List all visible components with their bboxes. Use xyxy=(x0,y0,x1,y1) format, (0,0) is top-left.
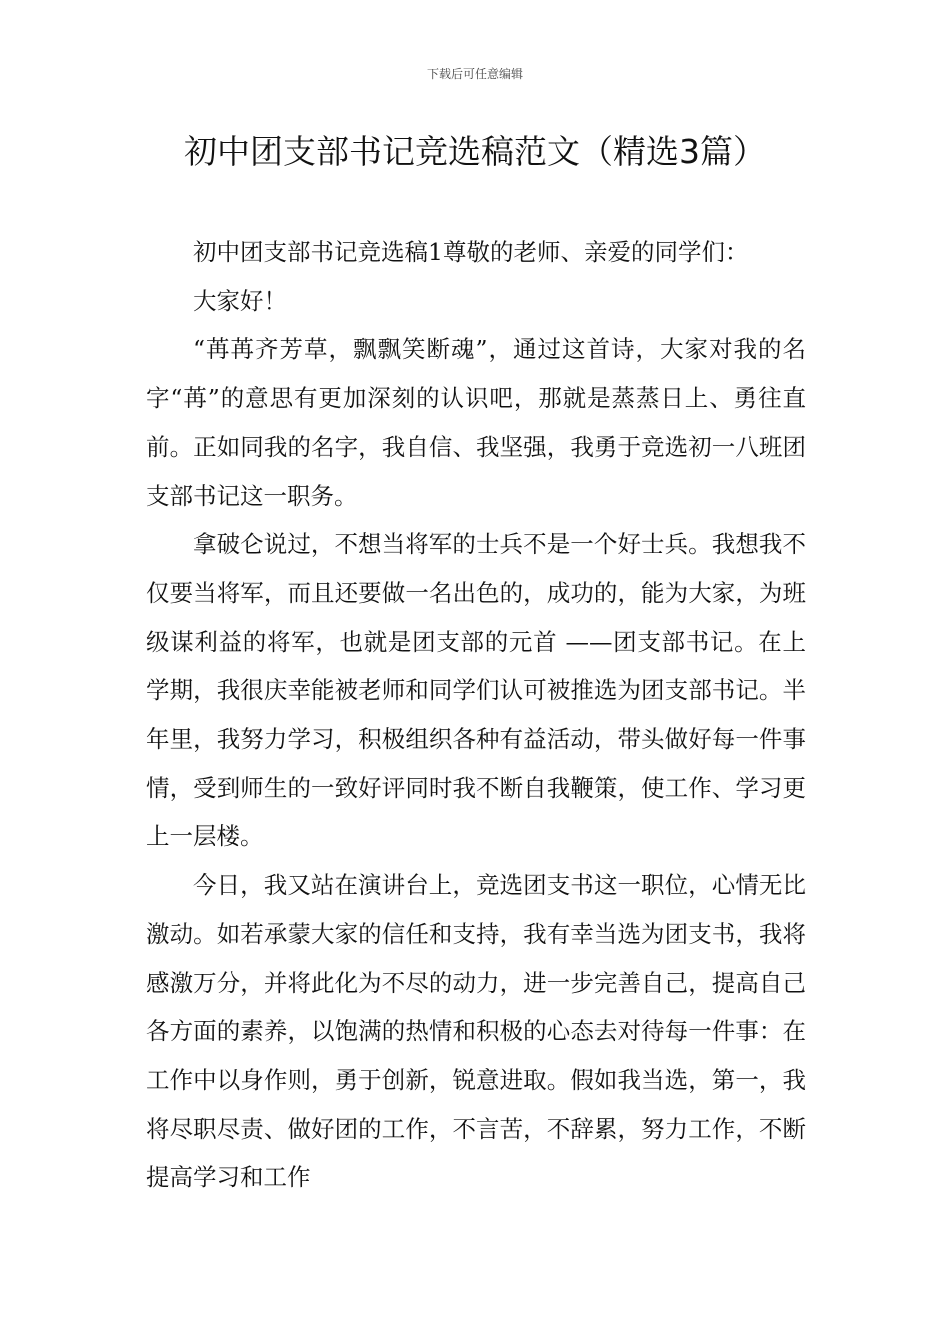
paragraph-greeting: 大家好！ xyxy=(193,286,287,315)
paragraph-name-poem: “苒苒齐芳草，飘飘笑断魂”，通过这首诗，大家对我的名字“苒”的意思有更加深刻的认识吧，那就是蒸蒸日上、勇往直前。正如同我的名字，我自信、我坚强，我勇于竞选初一八班团支部书记这一职务。 xyxy=(146,335,806,510)
header-note: 下载后可任意编辑 xyxy=(426,67,523,81)
document-title: 初中团支部书记竞选稿范文（精选3篇） xyxy=(184,132,766,171)
document-body xyxy=(146,228,806,1202)
paragraph-napoleon: 拿破仑说过，不想当将军的士兵不是一个好士兵。我想我不仅要当将军，而且还要做一名出色的，成功的，能为大家，为班级谋利益的将军，也就是团支部的元首 ——团支部书记。在上学期，我很庆幸能被老师和同学们认可被推选为团支部书记。半年里，我努力学习，积极组织各种有益活动，带头做好每一件事情，受到师生的一致好评同时我不断自我鞭策，使工作、学习更上一层楼。 xyxy=(146,530,806,851)
paragraph-today: 今日，我又站在演讲台上，竞选团支书这一职位，心情无比激动。如若承蒙大家的信任和支持，我有幸当选为团支书，我将感激万分，并将此化为不尽的动力，进一步完善自己，提高自己各方面的素养，以饱满的热情和积极的心态去对待每一件事：在工作中以身作则，勇于创新，锐意进取。假如我当选，第一，我将尽职尽责、做好团的工作，不言苦，不辞累，努力工作，不断提高学习和工作 xyxy=(146,871,806,1192)
paragraph-salutation: 初中团支部书记竞选稿1尊敬的老师、亲爱的同学们： xyxy=(193,238,749,266)
